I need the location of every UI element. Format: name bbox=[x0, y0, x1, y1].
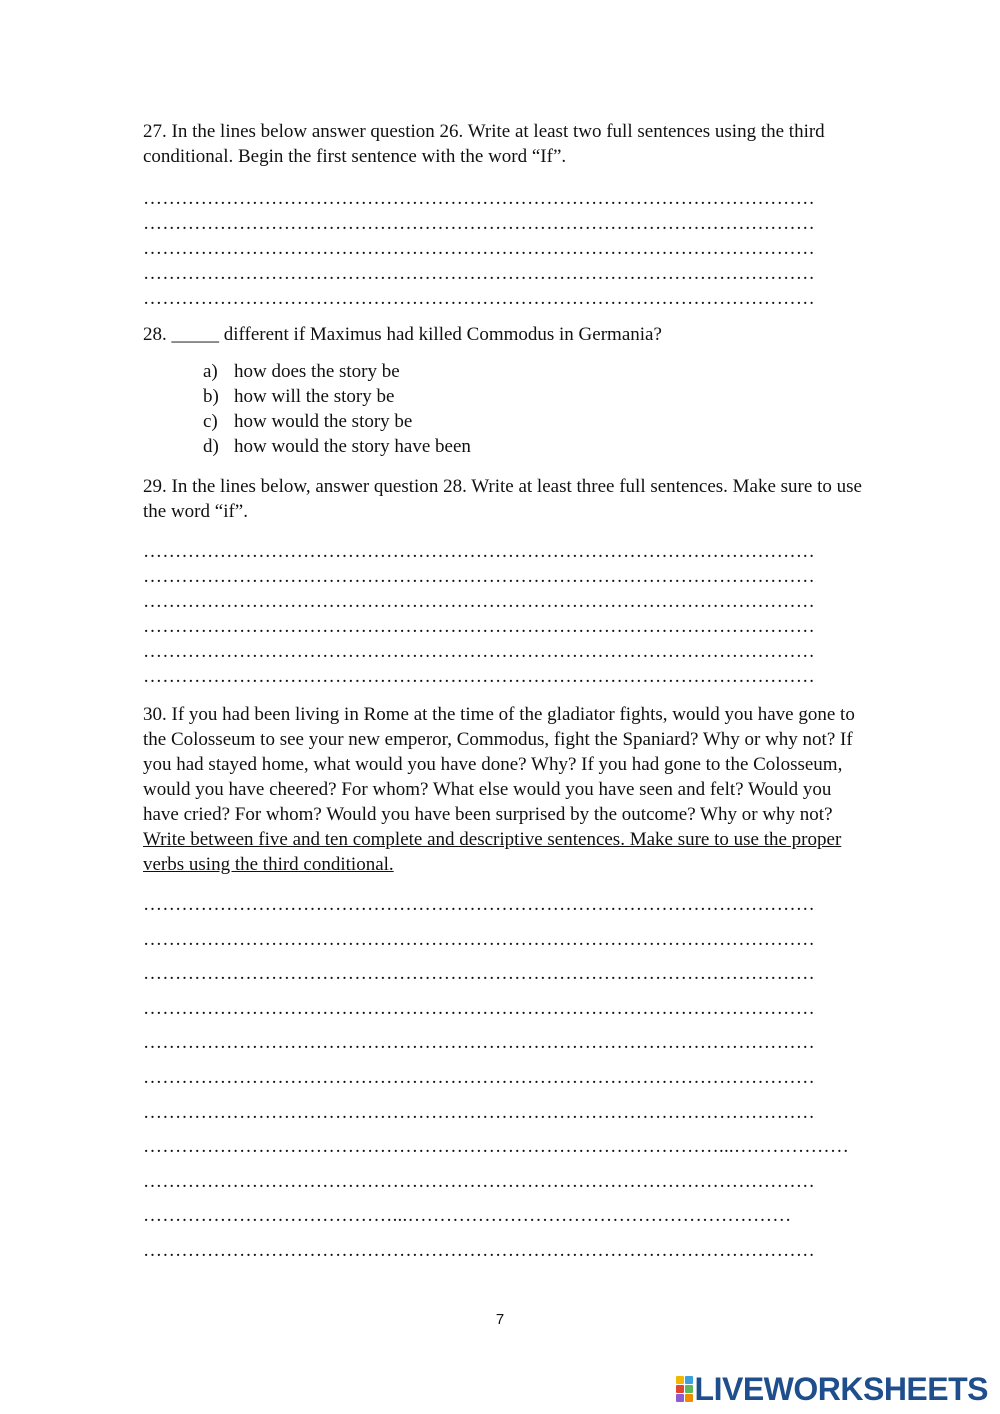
answer-lines-q30 bbox=[143, 892, 853, 1273]
option-a[interactable] bbox=[203, 359, 471, 384]
option-text: how does the story be bbox=[234, 361, 400, 382]
answer-line[interactable]: …………………………………………………………………………………………… bbox=[143, 1239, 815, 1261]
answer-line[interactable]: …………………………………………………………………………………………… bbox=[143, 963, 815, 985]
question-30-instruction: Write between five and ten complete and descriptive sentences. Make sure to use the proper verbs using the third conditional. bbox=[143, 829, 842, 875]
answer-line[interactable]: …………………………………………………………………………………………… bbox=[143, 1170, 815, 1192]
answer-line[interactable]: …………………………………………………………………………………………… bbox=[143, 1066, 815, 1088]
question-30-text: 30. If you had been living in Rome at the time of the gladiator fights, would you have gone to the Colosseum to see your new emperor, Commodus, fight the Spaniard? Why or why not? If you had stayed home, what would you have done? Why? If you had gone to the Colosseum, would you have cheered? For whom? What else would you have seen and felt? Would you have cried? For whom? Would you have been surprised by the outcome? Why or why not? bbox=[143, 704, 855, 825]
answer-line[interactable]: ………………………………………………………………………………...……………… bbox=[143, 1136, 850, 1158]
answer-line[interactable]: …………………………………………………………………………………………… bbox=[143, 928, 815, 950]
answer-line[interactable]: …………………………………………………………………………………………… bbox=[143, 616, 815, 637]
question-30 bbox=[143, 702, 863, 877]
question-29: 29. In the lines below, answer question 28. Write at least three full sentences. Make sure to use the word “if”. bbox=[143, 476, 862, 522]
liveworksheets-logo[interactable] bbox=[676, 1372, 988, 1406]
option-letter: b) bbox=[203, 386, 219, 407]
question-28: 28. _____ different if Maximus had killed Commodus in Germania? bbox=[143, 324, 662, 345]
answer-line[interactable]: …………………………………………………………………………………………… bbox=[143, 188, 815, 209]
answer-line[interactable]: …………………………………………………………………………………………… bbox=[143, 263, 815, 284]
answer-line[interactable]: …………………………………………………………………………………………… bbox=[143, 541, 815, 562]
option-d[interactable] bbox=[203, 434, 471, 459]
answer-lines-q27 bbox=[143, 186, 853, 311]
option-text: how would the story have been bbox=[234, 436, 471, 457]
option-letter: c) bbox=[203, 411, 218, 432]
option-text: how will the story be bbox=[234, 386, 395, 407]
answer-line[interactable]: …………………………………………………………………………………………… bbox=[143, 288, 815, 309]
answer-line[interactable]: …………………………………………………………………………………………… bbox=[143, 894, 815, 915]
answer-line[interactable]: …………………………………………………………………………………………… bbox=[143, 666, 815, 687]
q28-options bbox=[203, 359, 471, 459]
option-letter: a) bbox=[203, 361, 218, 382]
option-letter: d) bbox=[203, 436, 219, 457]
option-text: how would the story be bbox=[234, 411, 413, 432]
answer-line[interactable]: …………………………………………………………………………………………… bbox=[143, 566, 815, 587]
page-number: 7 bbox=[495, 1311, 505, 1328]
answer-lines-q29 bbox=[143, 539, 853, 689]
answer-line[interactable]: …………………………………...…………………………………………………… bbox=[143, 1205, 792, 1227]
liveworksheets-wordmark: LIVEWORKSHEETS bbox=[694, 1371, 988, 1407]
option-b[interactable] bbox=[203, 384, 471, 409]
answer-line[interactable]: …………………………………………………………………………………………… bbox=[143, 997, 815, 1019]
answer-line[interactable]: …………………………………………………………………………………………… bbox=[143, 591, 815, 612]
answer-line[interactable]: …………………………………………………………………………………………… bbox=[143, 1101, 815, 1123]
answer-line[interactable]: …………………………………………………………………………………………… bbox=[143, 1032, 815, 1054]
liveworksheets-logo-icon bbox=[676, 1376, 693, 1402]
answer-line[interactable]: …………………………………………………………………………………………… bbox=[143, 213, 815, 234]
option-c[interactable] bbox=[203, 409, 471, 434]
question-27: 27. In the lines below answer question 26. Write at least two full sentences using the third conditional. Begin the first sentence with the word “If”. bbox=[143, 121, 825, 167]
answer-line[interactable]: …………………………………………………………………………………………… bbox=[143, 238, 815, 259]
answer-line[interactable]: …………………………………………………………………………………………… bbox=[143, 641, 815, 662]
